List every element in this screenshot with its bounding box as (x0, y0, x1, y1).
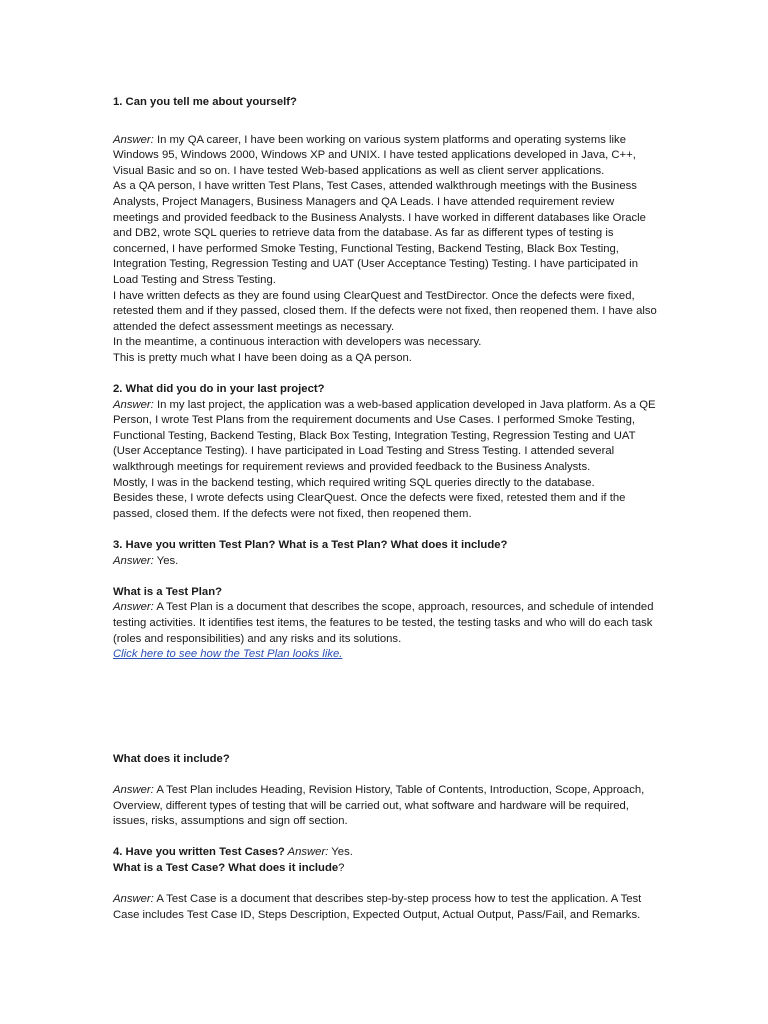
answer-2-para-3: Besides these, I wrote defects using ClearQuest. Once the defects were fixed, retested them and if the passed, closed them. If the defects were not fixed, then reopened them. (113, 492, 626, 520)
subquestion-what-is-test-case (113, 861, 658, 877)
answer-label: Answer: (284, 846, 329, 859)
answer-3 (113, 554, 658, 570)
answer-text: In my last project, the application was a web-based application developed in Java platform. As a QE Person, I wrote Test Plans from the requirement documents and Use Cases. I performed Smoke Testing, Functional Testing, Backend Testing, Black Box Testing, Integration Testing, Regression Testing and UAT (User Acceptance Testing). I have participated in Load Testing and Stress Testing. I attended several walkthrough meetings for requirement reviews and provided feedback to the Business Analysts. (113, 398, 656, 474)
answer-test-plan (113, 600, 658, 647)
subquestion-what-does-it-include: What does it include? (113, 752, 230, 765)
answer-text: A Test Plan includes Heading, Revision History, Table of Contents, Introduction, Scope, Approach, Overview, different types of testing that will be carried out, what software and hardware will be required, issues, risks, assumptions and sign off section. (113, 783, 645, 828)
question-2: 2. What did you do in your last project? (113, 383, 325, 396)
answer-text: In my QA career, I have been working on various system platforms and operating systems like Windows 95, Windows 2000, Windows XP and UNIX. I have tested applications developed in Java, C++, Visual Basic and so on. I have tested Web-based applications as well as client server applications. (113, 133, 636, 177)
answer-label: Answer: (113, 601, 154, 614)
answer-1-para-1 (113, 133, 658, 180)
test-plan-link-line (113, 647, 658, 663)
answer-text: Yes. (153, 554, 179, 567)
answer-includes (113, 783, 658, 830)
question-4-title: 4. Have you written Test Cases? (113, 846, 285, 859)
answer-1-para-5: This is pretty much what I have been doing as a QA person. (113, 351, 412, 364)
answer-1-para-2: As a QA person, I have written Test Plans, Test Cases, attended walkthrough meetings with the Business Analysts, Project Managers, Business Managers and QA Leads. I have attended requirement review meetings and provided feedback to the Business Analysts. I have worked in different databases like Oracle and DB2, wrote SQL queries to retrieve data from the database. As far as different types of testing is concerned, I have performed Smoke Testing, Functional Testing, Backend Testing, Black Box Testing, Integration Testing, Regression Testing and UAT (User Acceptance Testing) Testing. I have participated in Load Testing and Stress Testing. (113, 180, 646, 286)
answer-label: Answer: (113, 554, 154, 567)
answer-2-para-1 (113, 398, 658, 476)
question-4 (113, 845, 658, 861)
answer-1-para-4: In the meantime, a continuous interaction with developers was necessary. (113, 336, 482, 349)
answer-2-para-2: Mostly, I was in the backend testing, which required writing SQL queries directly to the database. (113, 476, 595, 489)
answer-label: Answer: (113, 398, 154, 411)
answer-text: A Test Case is a document that describes step-by-step process how to test the application. A Test Case includes Test Case ID, Steps Description, Expected Output, Actual Output, Pass/Fail, and Remarks. (113, 893, 642, 921)
answer-label: Answer: (113, 893, 154, 906)
test-plan-link[interactable]: Click here to see how the Test Plan looks like. (113, 648, 343, 661)
answer-label: Answer: (113, 133, 154, 146)
subquestion-end: ? (338, 861, 345, 874)
answer-label: Answer: (113, 783, 154, 796)
answer-1-para-3: I have written defects as they are found using ClearQuest and TestDirector. Once the defects were fixed, retested them and if they passed, closed them. If the defects were not fixed, then reopened them. I have also attended the defect assessment meetings as necessary. (113, 289, 657, 333)
subquestion-what-is-test-plan: What is a Test Plan? (113, 585, 223, 598)
question-3: 3. Have you written Test Plan? What is a Test Plan? What does it include? (113, 539, 508, 552)
answer-text: A Test Plan is a document that describes the scope, approach, resources, and schedule of intended testing activities. It identifies test items, the features to be tested, the testing tasks and who will do each task (roles and responsibilities) and any risks and its solutions. (113, 601, 654, 645)
answer-test-case (113, 892, 658, 923)
subquestion-title: What is a Test Case? What does it include (113, 861, 339, 874)
answer-text: Yes. (328, 846, 353, 859)
question-1: 1. Can you tell me about yourself? (113, 96, 297, 108)
